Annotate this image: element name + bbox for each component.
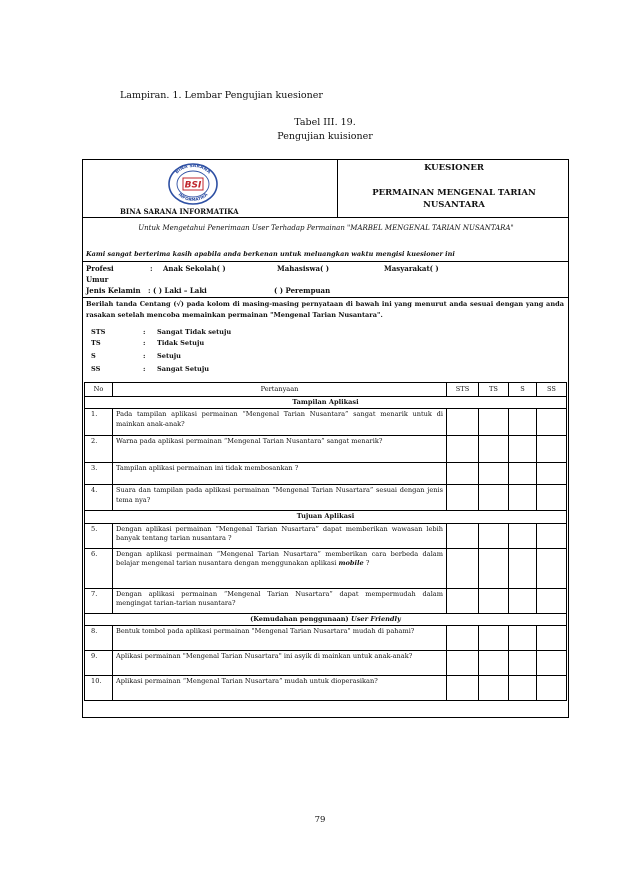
table-row (85, 485, 567, 511)
answer-cell-sts[interactable] (447, 588, 479, 613)
answer-cell-ss[interactable] (537, 523, 567, 548)
table-row (85, 588, 567, 613)
bsi-logo (167, 162, 219, 206)
answer-cell-ts[interactable] (479, 548, 509, 588)
option-anak-sekolah[interactable]: Anak Sekolah( ) (163, 264, 226, 273)
header-bottom-rule (83, 217, 568, 218)
row-number: 8. (85, 625, 113, 650)
answer-cell-ts[interactable] (479, 436, 509, 463)
answer-cell-sts[interactable] (447, 485, 479, 511)
legend-meaning: Sangat Setuju (157, 365, 210, 373)
row-number: 6. (85, 548, 113, 588)
answer-cell-ts[interactable] (479, 409, 509, 436)
col-header-question: Pertanyaan (113, 383, 447, 397)
section-kemudahan-suffix: User Friendly (350, 614, 401, 623)
answer-cell-s[interactable] (509, 548, 537, 588)
answer-cell-s[interactable] (509, 409, 537, 436)
legend-sep: : (143, 365, 146, 373)
section-tampilan: Tampilan Aplikasi (85, 397, 567, 409)
answer-cell-ss[interactable] (537, 463, 567, 485)
table-row (85, 625, 567, 650)
row-number: 4. (85, 485, 113, 511)
intro-bottom-rule (83, 261, 568, 262)
row-question: Aplikasi permainan "Mengenal Tarian Nusartara" ini asyik di mainkan untuk anak-anak? (113, 650, 447, 675)
legend-code: STS (91, 328, 106, 336)
profesi-colon: : (150, 264, 153, 273)
svg-text:BSI: BSI (184, 180, 202, 191)
legend-code: TS (91, 339, 101, 347)
answer-cell-ts[interactable] (479, 650, 509, 675)
svg-text:BINA SARANA: BINA SARANA (174, 163, 212, 176)
row-question: Aplikasi permainan “Mengenal Tarian Nusartara” mudah untuk dioperasikan? (113, 675, 447, 700)
option-mahasiswa[interactable]: Mahasiswa( ) (277, 264, 330, 273)
legend-code: S (91, 352, 96, 360)
row-question-emphasis: mobile (338, 558, 364, 567)
table-row (85, 409, 567, 436)
row-question: Suara dan tampilan pada aplikasi permainan “Mengenal Tarian Nusartara” sesuai dengan jenis tema nya? (113, 485, 447, 511)
intro-thanks: Kami sangat berterima kasih apabila anda berkenan untuk meluangkan waktu mengisi kuesioner ini (86, 250, 455, 258)
legend-code: SS (91, 365, 101, 373)
row-question (113, 548, 447, 588)
section-kemudahan-prefix: (Kemudahan penggunaan) (250, 614, 351, 623)
umur-label: Umur (86, 275, 109, 284)
table-row (85, 463, 567, 485)
answer-cell-s[interactable] (509, 588, 537, 613)
answer-cell-ss[interactable] (537, 625, 567, 650)
answer-cell-ts[interactable] (479, 485, 509, 511)
col-header-ts: TS (479, 383, 509, 397)
answer-cell-s[interactable] (509, 523, 537, 548)
table-title: Tabel III. 19. (294, 117, 356, 128)
answer-cell-ss[interactable] (537, 485, 567, 511)
gender-label: Jenis Kelamin (86, 286, 141, 295)
section-kemudahan (85, 613, 567, 625)
table-row (85, 523, 567, 548)
row-number: 10. (85, 675, 113, 700)
section-tujuan: Tujuan Aplikasi (85, 511, 567, 523)
row-question: Warna pada aplikasi permainan “Mengenal Tarian Nusantara” sangat menarik? (113, 436, 447, 463)
option-masyarakat[interactable]: Masyarakat( ) (384, 264, 439, 273)
section-row (85, 613, 567, 625)
row-number: 5. (85, 523, 113, 548)
answer-cell-sts[interactable] (447, 463, 479, 485)
game-title: PERMAINAN MENGENAL TARIAN NUSANTARA (372, 188, 536, 210)
instructions-text: Berilah tanda Centang (√) pada kolom di masing-masing pernyataan di bawah ini yang menurut anda sesuai dengan yang anda rasakan setelah mencoba memainkan permainan "Mengenal Tarian Nusantara". (86, 300, 564, 319)
legend-sep: : (143, 339, 146, 347)
answer-cell-s[interactable] (509, 625, 537, 650)
legend-meaning: Setuju (157, 352, 181, 360)
answer-cell-ss[interactable] (537, 650, 567, 675)
option-perempuan[interactable]: ( ) Perempuan (274, 286, 331, 295)
answer-cell-ts[interactable] (479, 523, 509, 548)
legend-meaning: Tidak Setuju (157, 339, 205, 347)
answer-cell-s[interactable] (509, 650, 537, 675)
institution-name: BINA SARANA INFORMATIKA (120, 207, 239, 216)
row-question: Dengan aplikasi permainan “Mengenal Tarian Nusartara” dapat memberikan wawasan lebih banyak tentang tarian nusantara ? (113, 523, 447, 548)
row-question: Pada tampilan aplikasi permainan “Mengenal Tarian Nusantara” sangat menarik untuk di mainkan anak-anak? (113, 409, 447, 436)
svg-text:INFORMATIKA: INFORMATIKA (177, 191, 209, 203)
answer-cell-ss[interactable] (537, 588, 567, 613)
row-question-end: ? (363, 558, 370, 567)
row-question: Dengan aplikasi permainan “Mengenal Tarian Nusartara” dapat mempermudah dalam mengingat tarian-tarian nusantara? (113, 588, 447, 613)
row-question: Tampilan aplikasi permainan ini tidak membosankan ? (113, 463, 447, 485)
table-row (85, 650, 567, 675)
row-question-text: Dengan aplikasi permainan “Mengenal Tarian Nusartara” memberikan cara berbeda dalam belajar mengenal tarian nusantara dengan menggunakan aplikasi (116, 549, 443, 567)
col-header-ss: SS (537, 383, 567, 397)
option-laki-laki[interactable]: : ( ) Laki – Laki (148, 286, 207, 295)
row-number: 3. (85, 463, 113, 485)
answer-cell-s[interactable] (509, 436, 537, 463)
answer-cell-ss[interactable] (537, 675, 567, 700)
answer-cell-ts[interactable] (479, 588, 509, 613)
row-number: 2. (85, 436, 113, 463)
answer-cell-sts[interactable] (447, 650, 479, 675)
answer-cell-ss[interactable] (537, 436, 567, 463)
legend-sep: : (143, 328, 146, 336)
page-number: 79 (314, 815, 326, 825)
answer-cell-ts[interactable] (479, 463, 509, 485)
row-number: 9. (85, 650, 113, 675)
answer-cell-ts[interactable] (479, 675, 509, 700)
legend-sep: : (143, 352, 146, 360)
answer-cell-ss[interactable] (537, 548, 567, 588)
table-row (85, 548, 567, 588)
answer-cell-sts[interactable] (447, 409, 479, 436)
answer-cell-s[interactable] (509, 485, 537, 511)
section-row (85, 397, 567, 409)
legend-meaning: Sangat Tidak setuju (157, 328, 232, 336)
answer-cell-sts[interactable] (447, 548, 479, 588)
header-divider (337, 160, 338, 217)
lampiran-title: Lampiran. 1. Lembar Pengujian kuesioner (120, 90, 323, 101)
row-number: 1. (85, 409, 113, 436)
table-row (85, 675, 567, 700)
col-header-sts: STS (447, 383, 479, 397)
question-table (84, 382, 567, 701)
row-number: 7. (85, 588, 113, 613)
answer-cell-sts[interactable] (447, 436, 479, 463)
profesi-label: Profesi (86, 264, 114, 273)
answer-cell-s[interactable] (509, 675, 537, 700)
section-row (85, 511, 567, 523)
answer-cell-s[interactable] (509, 463, 537, 485)
answer-cell-sts[interactable] (447, 523, 479, 548)
answer-cell-ss[interactable] (537, 409, 567, 436)
row-question: Bentuk tombol pada aplikasi permainan "Mengenal Tarian Nusartara" mudah di pahami? (113, 625, 447, 650)
profile-bottom-rule (83, 297, 568, 298)
answer-cell-sts[interactable] (447, 675, 479, 700)
table-row (85, 436, 567, 463)
table-header-row (85, 383, 567, 397)
table-subtitle: Pengujian kuisioner (277, 131, 373, 142)
answer-cell-sts[interactable] (447, 625, 479, 650)
intro-purpose: Untuk Mengetahui Penerimaan User Terhadap Permainan "MARBEL MENGENAL TARIAN NUSANTARA" (138, 224, 514, 232)
kuesioner-label: KUESIONER (424, 163, 484, 173)
answer-cell-ts[interactable] (479, 625, 509, 650)
col-header-no: No (85, 383, 113, 397)
col-header-s: S (509, 383, 537, 397)
